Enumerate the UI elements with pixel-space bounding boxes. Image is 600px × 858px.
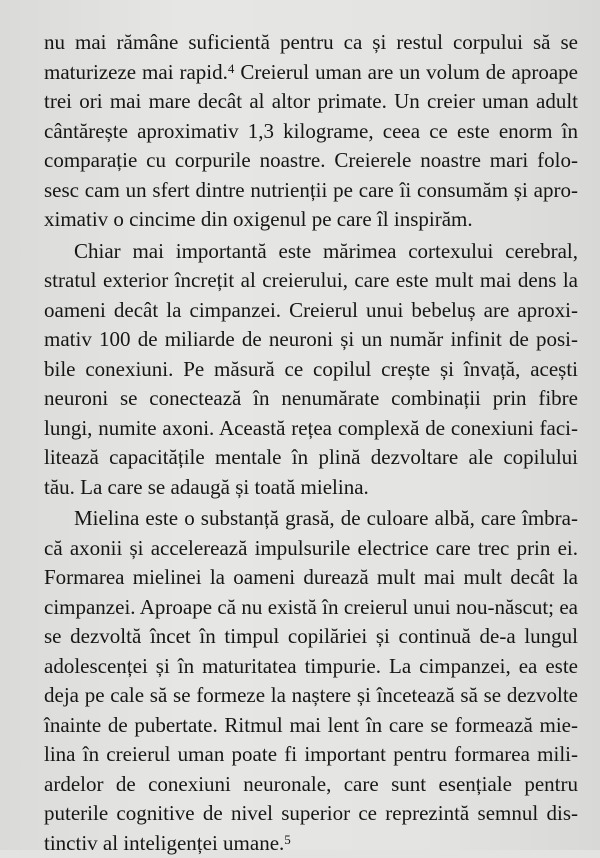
paragraph-text: Creierul uman are un volum de aproape trei ori mai mare decât al altor primate. Un creier uman adult cântărește aproximativ 1,3 kilograme, ceea ce este enorm în comparație cu corpurile noastre. Creierele noastre mari folosesc cam un sfert dintre nutrienții pe care îi consumăm și aproximativ o cincime din oxigenul pe care îl inspirăm. xyxy=(44,59,579,231)
paragraph-text: Mielina este o substanță grasă, de culoare albă, care îmbracă axonii și accelerează impulsurile electrice care trec prin ei. Formarea mielinei la oameni durează mult mai mult decât la cimpanzei. Aproape că nu există în creierul unui nou-născut; ea se dezvoltă încet în timpul copilăriei și continuă de-a lungul adolescenței și în maturitatea timpurie. La cimpanzei, ea este deja pe cale să se formeze la naștere și încetează să se dezvolte înainte de pubertate. Ritmul mai lent în care se formează mielina în creierul uman poate fi important pentru formarea miliardelor de conexiuni neuronale, care sunt esențiale pentru puterile cognitive de nivel superior ce reprezintă semnul distinctiv al inteligenței umane. xyxy=(44,506,578,855)
footnote-marker: 4 xyxy=(227,60,235,76)
paragraph-continued xyxy=(44,28,578,235)
paragraph-myelin xyxy=(44,504,578,858)
paragraph-text: nu mai rămâne suficientă pentru ca și restul corpului să se maturizeze mai rapid. xyxy=(44,30,578,84)
footnote-marker: 5 xyxy=(284,831,291,847)
paragraph-text: Chiar mai importantă este mărimea cortexului cerebral, stratul exterior încrețit al creierului, care este mult mai dens la oameni decât la cimpanzei. Creierul unui bebeluș are aproximativ 100 de miliarde de neuroni și un număr infinit de posibile conexiuni. Pe măsură ce copilul crește și învață, acești neuroni se conectează în nenumărate combinații prin fibre lungi, numite axoni. Această rețea complexă de conexiuni facilitează capacitățile mentale în plină dezvoltare ale copilului tău. La care se adaugă și toată mielina. xyxy=(44,238,578,499)
paragraph-cortex xyxy=(44,237,578,503)
